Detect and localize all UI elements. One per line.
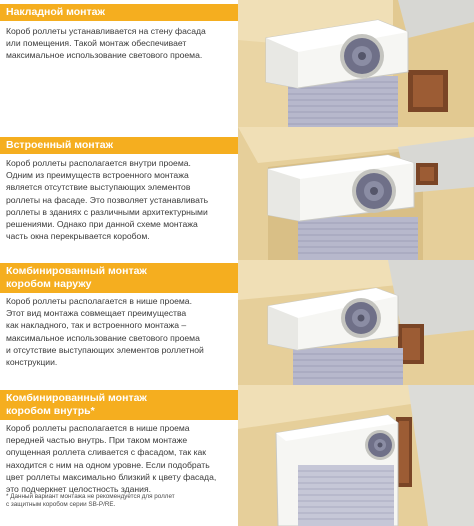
description-line: Короб роллеты располагается в нише проема. bbox=[6, 296, 192, 306]
description-line: как накладного, так и встроенного монтажа – bbox=[6, 320, 187, 331]
section-description bbox=[6, 295, 232, 368]
description-line: часть окна перекрывается коробом. bbox=[6, 231, 150, 242]
section-title bbox=[0, 4, 238, 21]
description-line: решениями. Однако при данной схеме монтажа bbox=[6, 219, 198, 230]
description-line: или помещения. Такой монтаж обеспечивает bbox=[6, 38, 187, 49]
section-description bbox=[6, 422, 232, 495]
surface-mount-illustration bbox=[238, 0, 474, 127]
section-built-in-mount bbox=[0, 127, 474, 260]
section-title-line: Комбинированный монтаж bbox=[6, 265, 147, 277]
footnote bbox=[6, 493, 236, 510]
description-line: максимальное использование светового проема. bbox=[6, 50, 203, 61]
installation-illustration bbox=[238, 260, 474, 385]
installation-illustration bbox=[238, 127, 474, 260]
combined-outward-illustration bbox=[238, 260, 474, 385]
description-line: максимальное использование светового проема bbox=[6, 332, 200, 343]
section-combined-outward-mount bbox=[0, 260, 474, 385]
description-line: и отсутствие выступающих элементов роллетной bbox=[6, 344, 204, 355]
description-line: находится с ним на одном уровне. Если подобрать bbox=[6, 459, 210, 470]
section-title bbox=[0, 137, 238, 154]
section-title-line: Накладной монтаж bbox=[6, 6, 105, 18]
description-line: роллеты на фасаде. Это позволяет устанавливать bbox=[6, 194, 209, 205]
description-line: роллеты в зданиях с различными архитектурными bbox=[6, 206, 208, 217]
built-in-mount-illustration bbox=[238, 127, 474, 260]
description-line: Короб роллеты располагается внутри проема. bbox=[6, 158, 191, 168]
section-title-line: Встроенный монтаж bbox=[6, 139, 114, 151]
description-line: является отсутствие выступающих элементов bbox=[6, 182, 191, 193]
section-title-line: коробом наружу bbox=[6, 278, 92, 290]
footnote-line: с защитным коробом серии SB-P/RE. bbox=[6, 501, 116, 509]
description-line: Одним из преимуществ встроенного монтажа bbox=[6, 170, 189, 181]
description-line: Этот вид монтажа совмещает преимущества bbox=[6, 308, 187, 319]
footnote-line: * Данный вариант монтажа не рекомендуется для роллет bbox=[6, 493, 175, 500]
description-line: это подчеркнет целостность здания. bbox=[6, 484, 152, 495]
description-line: конструкции. bbox=[6, 357, 58, 368]
section-title-line: коробом внутрь* bbox=[6, 405, 95, 417]
description-line: опущенная роллета сливается с фасадом, так как bbox=[6, 447, 207, 458]
section-description bbox=[6, 157, 232, 242]
section-title bbox=[0, 390, 238, 420]
section-description bbox=[6, 25, 232, 62]
description-line: Короб роллеты располагается в нише проема bbox=[6, 423, 190, 433]
section-title bbox=[0, 263, 238, 293]
description-line: Короб роллеты устанавливается на стену фасада bbox=[6, 26, 206, 36]
section-title-line: Комбинированный монтаж bbox=[6, 392, 147, 404]
description-line: цвет роллеты максимально близкий к цвету фасада, bbox=[6, 471, 217, 482]
installation-illustration bbox=[238, 385, 474, 526]
combined-inward-illustration bbox=[238, 385, 474, 526]
description-line: передней частью внутрь. При таком монтаже bbox=[6, 435, 188, 446]
installation-illustration bbox=[238, 0, 474, 127]
section-surface-mount bbox=[0, 0, 474, 127]
